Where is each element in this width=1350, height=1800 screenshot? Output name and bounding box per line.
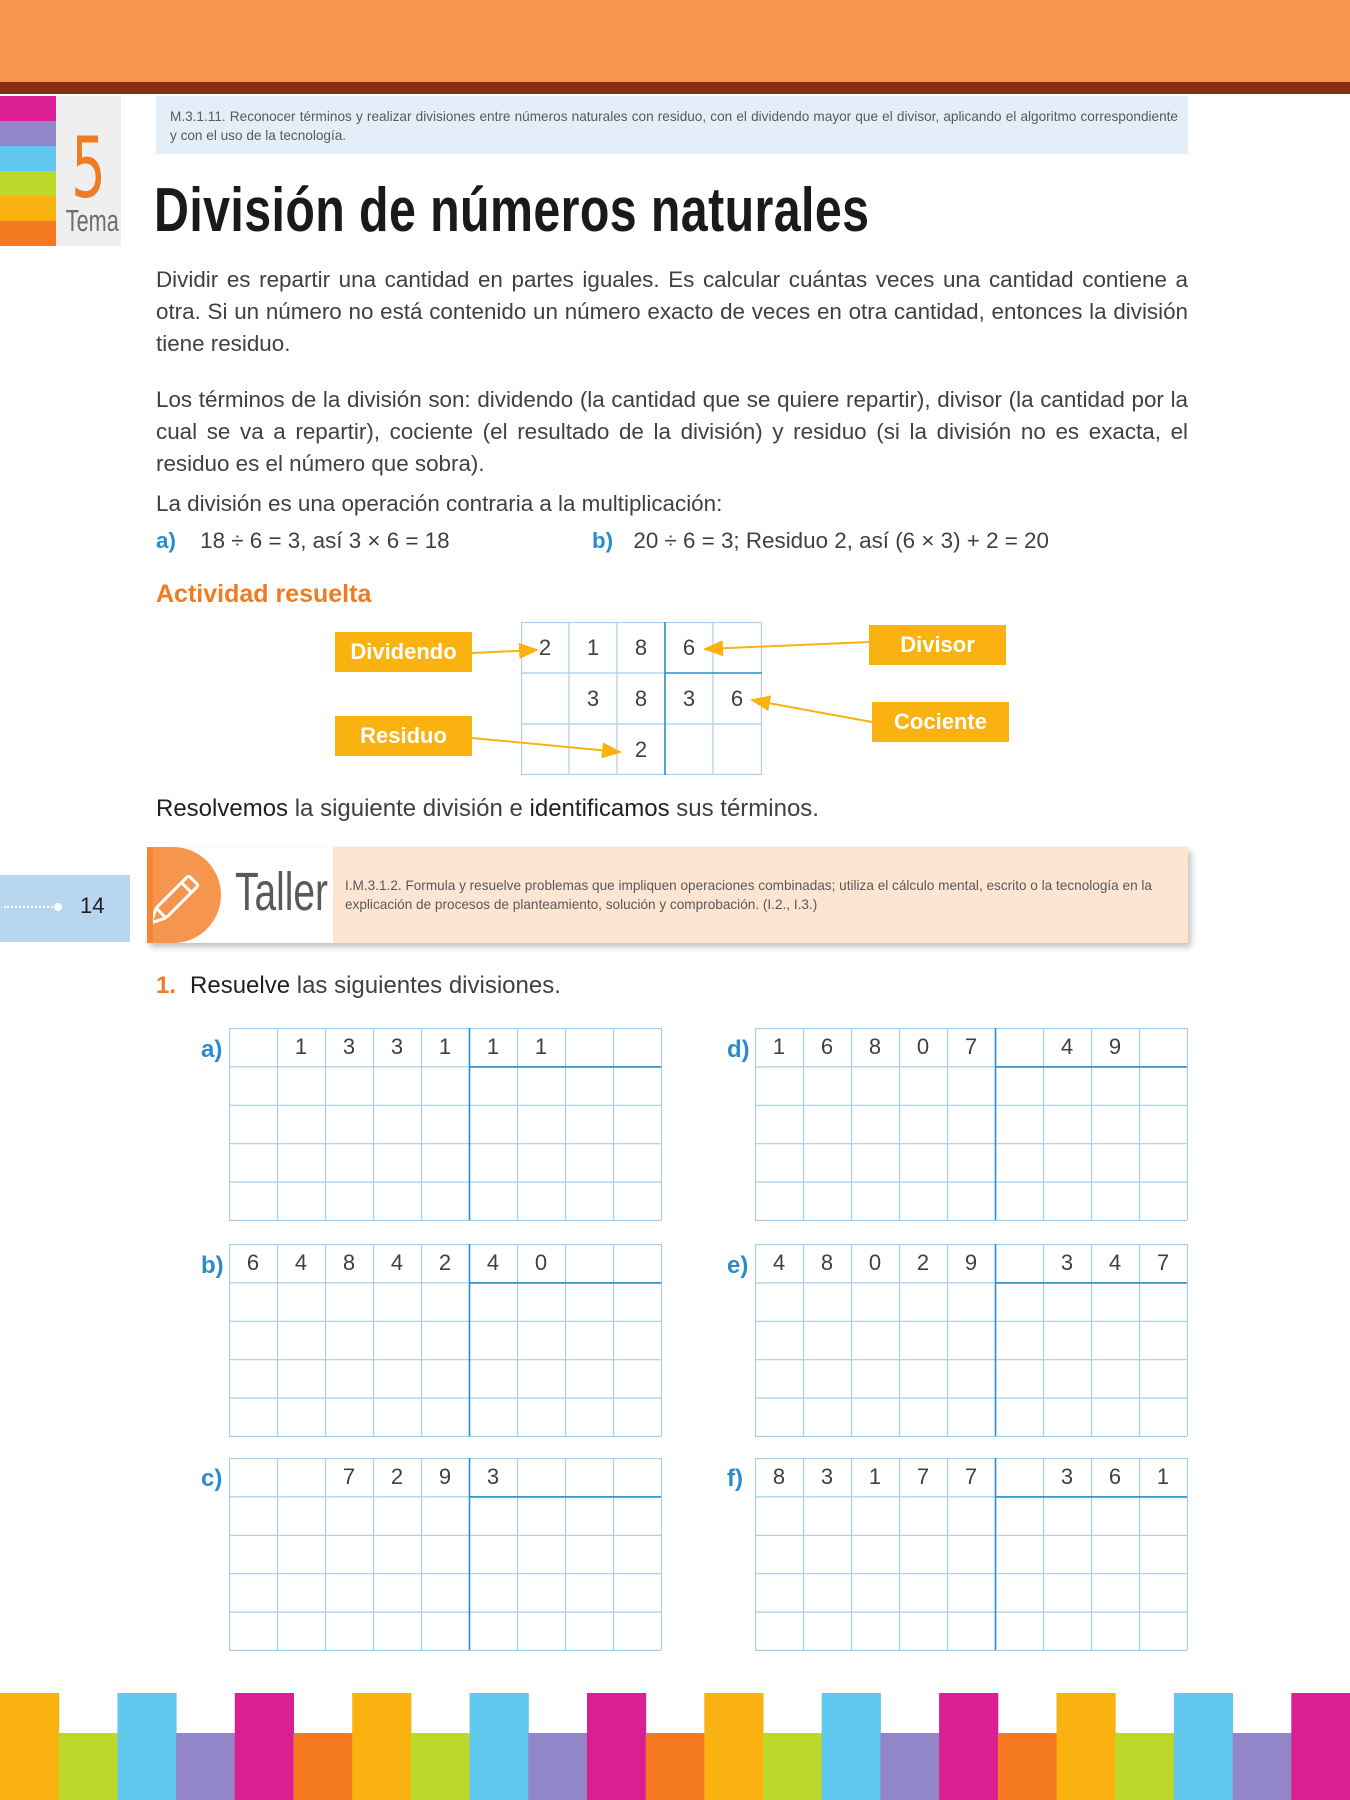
callout-divisor: Divisor (869, 625, 1006, 665)
band-segment (235, 1693, 294, 1800)
grid-digit: 8 (868, 1034, 882, 1059)
instruction-mid: la siguiente división e (288, 795, 530, 822)
grid-digit: 1 (438, 1034, 452, 1059)
activity-cell: 8 (634, 635, 648, 660)
division-grid-b[interactable] (229, 1244, 662, 1436)
taller-label: Taller (235, 862, 328, 922)
activity-cell: 3 (586, 686, 600, 711)
page-tab-dots (4, 906, 56, 908)
paragraph-terms: Los términos de la división son: dividendo (la cantidad que se quiere repartir), divisor (la cantidad por la cual se va a repartir), cociente (el resultado de la división) y residuo (si la división no es exacta, el residuo es el número que sobra). (156, 387, 1188, 476)
activity-cell: 2 (538, 635, 552, 660)
grid-digit (229, 1028, 277, 1066)
callout-dividend: Dividendo (335, 632, 472, 672)
pencil-icon (153, 847, 221, 943)
grid-digit: 7 (1156, 1250, 1170, 1275)
activity-cell: 8 (634, 686, 648, 711)
grid-digit: 7 (964, 1464, 978, 1489)
grid-digit: 7 (964, 1034, 978, 1059)
grid-digit: 1 (486, 1034, 500, 1059)
grid-digit: 6 (1108, 1464, 1122, 1489)
grid-digit: 1 (772, 1034, 786, 1059)
example-b-label: b) (592, 528, 614, 553)
callout-remainder: Residuo (335, 716, 472, 756)
exercise-number: 1. (156, 972, 177, 999)
band-segment (1115, 1733, 1174, 1800)
band-segment (646, 1733, 705, 1800)
grid-digit: 2 (916, 1250, 930, 1275)
arrow-divisor (705, 642, 869, 649)
arrow-dividend (472, 650, 537, 653)
grid-digit: 8 (820, 1250, 834, 1275)
band-segment (998, 1733, 1057, 1800)
page-number: 14 (80, 893, 105, 918)
exercise-verb: Resuelve (190, 972, 291, 999)
activity-cell: 6 (682, 635, 696, 660)
band-segment (294, 1733, 353, 1800)
grid-digit: 1 (294, 1034, 308, 1059)
grid-digit (1139, 1028, 1187, 1066)
grid-digit: 4 (1108, 1250, 1122, 1275)
division-grid-f[interactable] (755, 1458, 1188, 1650)
grid-digit: 7 (916, 1464, 930, 1489)
grid-digit (613, 1458, 661, 1496)
instruction-text (156, 795, 819, 823)
band-segment (1233, 1733, 1292, 1800)
grid-label-a: a) (201, 1036, 223, 1063)
grid-digit (229, 1458, 277, 1496)
example-a-text: 18 ÷ 6 = 3, así 3 × 6 = 18 (200, 528, 450, 553)
skill-description: M.3.1.11. Reconocer términos y realizar divisiones entre números naturales con residuo, con el dividendo mayor que el divisor, aplicando el algoritmo correspondiente y con el uso de la tecnología. (156, 96, 1188, 154)
instruction-verb-1: Resolvemos (156, 795, 289, 822)
activity-heading: Actividad resuelta (156, 580, 372, 608)
division-grid-e[interactable] (755, 1244, 1188, 1436)
callout-arrows (0, 0, 1350, 800)
instruction-end: sus términos. (669, 795, 819, 822)
taller-box (147, 847, 1188, 943)
division-grid-a[interactable] (229, 1028, 662, 1220)
grid-digit: 9 (438, 1464, 452, 1489)
callout-quotient: Cociente (872, 702, 1009, 742)
grid-digit: 3 (1060, 1250, 1074, 1275)
paragraph-definition: Dividir es repartir una cantidad en partes iguales. Es calcular cuántas veces una cantidad contiene a otra. Si un número no está contenido un número exacto de veces en otra cantidad, entonces la división tiene residuo. (156, 267, 1188, 356)
taller-indicator-text: I.M.3.1.2. Formula y resuelve problemas que impliquen operaciones combinadas; utiliza el cálculo mental, escrito o la tecnología en la explicación de procesos de planteamiento, solución y comprobación. (I.2., I.3.) (333, 847, 1188, 943)
band-segment (176, 1733, 235, 1800)
band-segment (763, 1733, 822, 1800)
grid-label-e: e) (727, 1252, 749, 1279)
arrow-quotient (752, 700, 872, 722)
band-segment (880, 1733, 939, 1800)
grid-digit: 4 (772, 1250, 786, 1275)
grid-digit (565, 1244, 613, 1282)
band-segment (470, 1693, 529, 1800)
grid-digit (995, 1028, 1043, 1066)
band-segment (822, 1693, 881, 1800)
grid-digit: 3 (820, 1464, 834, 1489)
tema-number: 5 (71, 119, 106, 217)
exercise-heading (156, 972, 561, 1000)
arrow-remainder (472, 738, 620, 752)
grid-label-d: d) (727, 1036, 750, 1063)
grid-digit: 4 (486, 1250, 500, 1275)
band-segment (411, 1733, 470, 1800)
grid-digit: 7 (342, 1464, 356, 1489)
division-grid-c[interactable] (229, 1458, 662, 1650)
grid-digit: 4 (390, 1250, 404, 1275)
page-title: División de números naturales (154, 176, 870, 245)
grid-digit: 1 (868, 1464, 882, 1489)
band-segment (0, 1693, 59, 1800)
page-number-tab (0, 875, 130, 942)
band-segment (117, 1693, 176, 1800)
grid-digit: 4 (1060, 1034, 1074, 1059)
band-segment (59, 1733, 118, 1800)
activity-cell: 1 (586, 635, 600, 660)
grid-digit (565, 1458, 613, 1496)
instruction-verb-2: identificamos (529, 795, 670, 822)
grid-label-c: c) (201, 1465, 223, 1492)
grid-digit (995, 1458, 1043, 1496)
taller-badge (153, 847, 221, 943)
grid-digit: 0 (534, 1250, 548, 1275)
grid-digit: 2 (438, 1250, 452, 1275)
grid-digit (517, 1458, 565, 1496)
grid-digit: 9 (1108, 1034, 1122, 1059)
grid-digit: 0 (868, 1250, 882, 1275)
grid-digit (613, 1028, 661, 1066)
division-grid-d[interactable] (755, 1028, 1188, 1220)
band-segment (528, 1733, 587, 1800)
band-segment (1291, 1693, 1350, 1800)
grid-digit: 3 (390, 1034, 404, 1059)
grid-label-b: b) (201, 1252, 224, 1279)
grid-digit: 0 (916, 1034, 930, 1059)
grid-digit (277, 1458, 325, 1496)
grid-digit: 3 (342, 1034, 356, 1059)
grid-digit (565, 1028, 613, 1066)
band-segment (704, 1693, 763, 1800)
band-segment (352, 1693, 411, 1800)
example-a-label: a) (156, 528, 176, 553)
band-segment (939, 1693, 998, 1800)
activity-cell: 3 (682, 686, 696, 711)
bottom-color-band (0, 1693, 1350, 1800)
band-segment (1057, 1693, 1116, 1800)
example-b-text: 20 ÷ 6 = 3; Residuo 2, así (6 × 3) + 2 = 20 (633, 528, 1049, 553)
grid-digit: 1 (1156, 1464, 1170, 1489)
band-segment (1174, 1693, 1233, 1800)
tema-label: Tema (65, 203, 119, 238)
grid-digit: 8 (342, 1250, 356, 1275)
grid-label-f: f) (727, 1465, 743, 1492)
grid-digit: 6 (820, 1034, 834, 1059)
activity-cell: 2 (634, 737, 648, 762)
grid-digit: 1 (534, 1034, 548, 1059)
grid-digit: 2 (390, 1464, 404, 1489)
grid-digit: 3 (1060, 1464, 1074, 1489)
grid-digit: 8 (772, 1464, 786, 1489)
grid-digit: 3 (486, 1464, 500, 1489)
activity-cell: 6 (730, 686, 744, 711)
band-segment (587, 1693, 646, 1800)
grid-digit (613, 1244, 661, 1282)
exercise-rest: las siguientes divisiones. (290, 972, 561, 999)
grid-digit (995, 1244, 1043, 1282)
grid-digit: 4 (294, 1250, 308, 1275)
paragraph-inverse: La división es una operación contraria a la multiplicación: (156, 491, 723, 516)
page-tab-dot (54, 903, 62, 911)
grid-digit: 9 (964, 1250, 978, 1275)
grid-digit: 6 (246, 1250, 260, 1275)
